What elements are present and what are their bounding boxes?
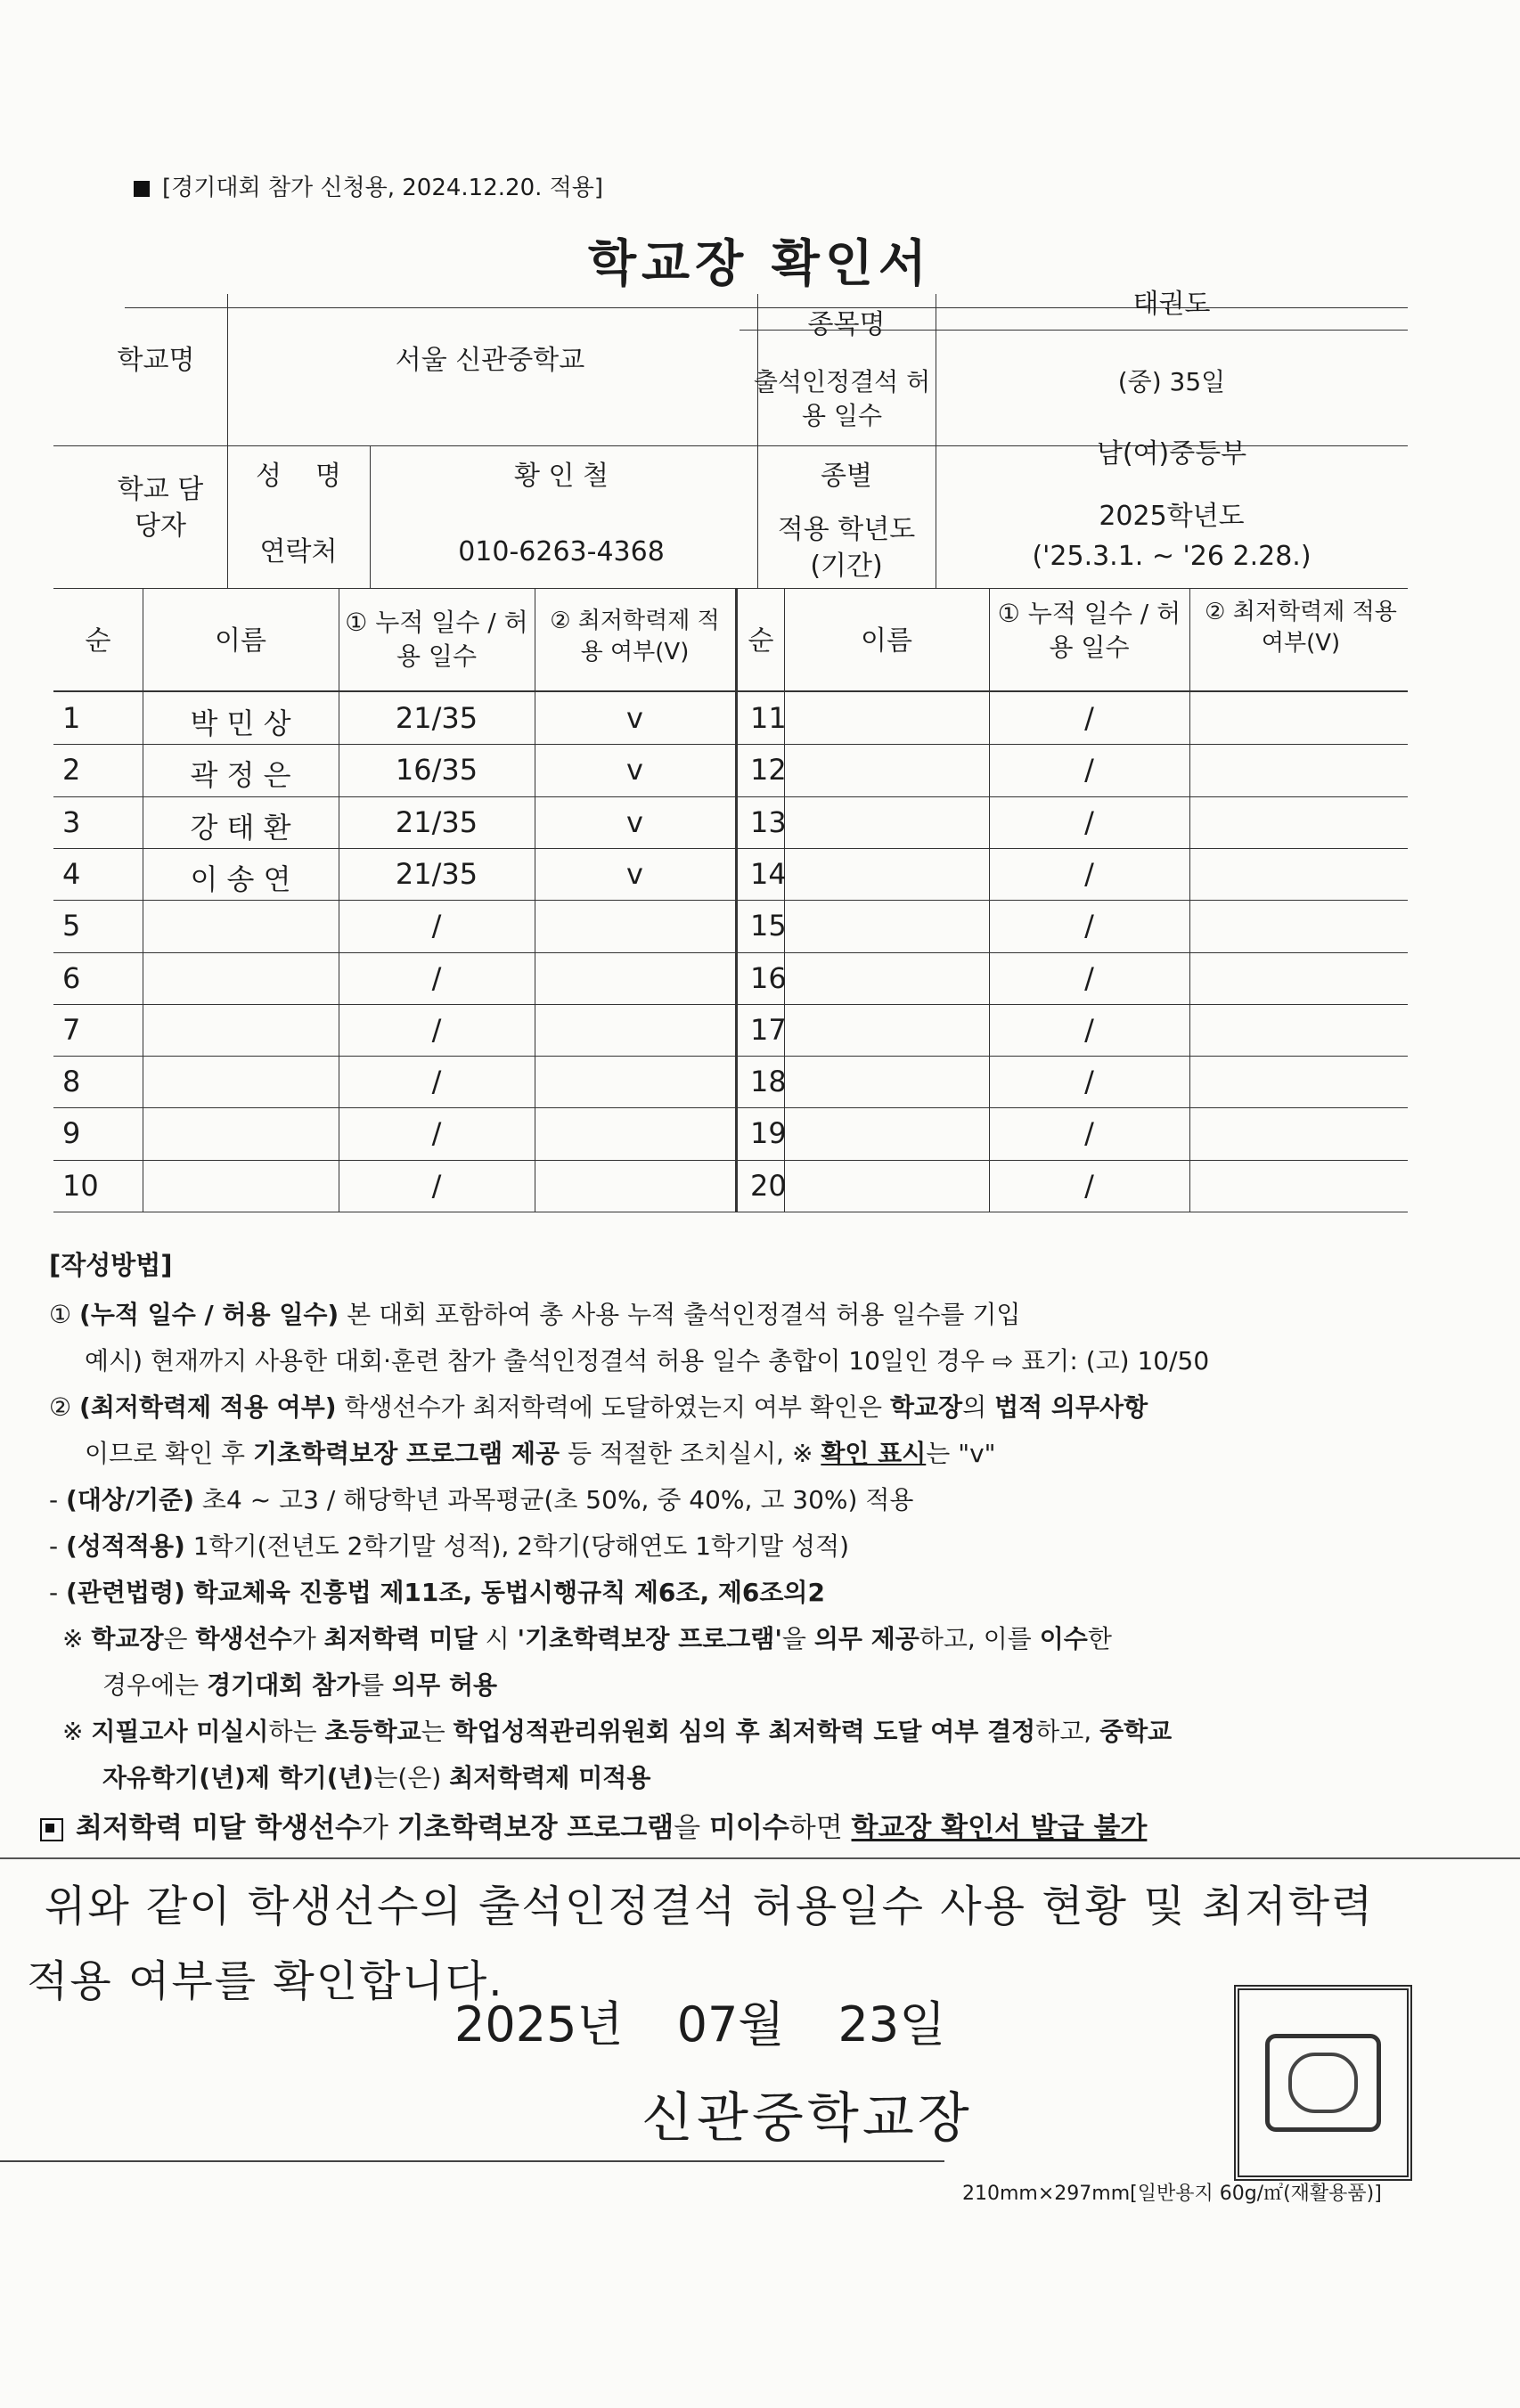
left-row-name: 강 태 환 — [190, 811, 291, 845]
left-row-days: / — [431, 1065, 442, 1098]
right-row-no: 12 — [750, 753, 787, 787]
checkbox-bullet-icon — [40, 1818, 63, 1841]
name-value: 황 인 철 — [513, 461, 609, 492]
category-value: 남(여)중등부 — [1096, 438, 1247, 469]
category-label: 종별 — [821, 461, 872, 492]
contact-group-label: 학교 담당자 — [117, 474, 204, 542]
right-row-days: / — [1084, 753, 1094, 787]
left-row-days: 21/35 — [395, 857, 478, 891]
instruction-target: - (대상/기준) 초4 ~ 고3 / 해당학년 과목평균(초 50%, 중 40%, 고 30%) 적용 — [49, 1485, 914, 1514]
footer-line — [0, 2160, 944, 2162]
right-row-no: 20 — [750, 1169, 787, 1203]
instruction-note-2-cont: 자유학기(년)제 학기(년)는(은) 최저학력제 미적용 — [102, 1763, 651, 1792]
left-row-no: 3 — [62, 805, 81, 839]
phone-label: 연락처 — [259, 536, 338, 567]
left-row-min: v — [626, 753, 643, 787]
left-row-days: / — [431, 1013, 442, 1047]
allowed-days-value: (중) 35일 — [1117, 367, 1226, 396]
instruction-1-example: 예시) 현재까지 사용한 대회·훈련 참가 출석인정결석 허용 일수 총합이 10일인 경우 ⇨ 표기: (고) 10/50 — [85, 1346, 1210, 1375]
sport-value: 태권도 — [1132, 289, 1211, 320]
instruction-note-2: ※ 지필고사 미실시하는 초등학교는 학업성적관리위원회 심의 후 최저학력 도달 여부 결정하고, 중학교 — [62, 1717, 1173, 1746]
right-row-no: 17 — [750, 1013, 787, 1047]
period-value: ('25.3.1. ~ '26 2.28.) — [1032, 541, 1312, 572]
header-min-right: ② 최저학력제 적용 여부(V) — [1205, 599, 1397, 657]
divider — [0, 1857, 1520, 1859]
allowed-days-label: 출석인정결석 허용 일수 — [753, 367, 931, 430]
instruction-note-1: ※ 학교장은 학생선수가 최저학력 미달 시 '기초학력보장 프로그램'을 의무 제공하고, 이를 이수한 — [62, 1624, 1112, 1653]
school-label: 학교명 — [117, 345, 195, 376]
confirmation-line-2: 적용 여부를 확인합니다. — [27, 1956, 504, 2006]
right-row-days: / — [1084, 805, 1094, 839]
right-row-days: / — [1084, 909, 1094, 943]
instructions-heading: [작성방법] — [49, 1250, 173, 1280]
left-row-no: 6 — [62, 961, 81, 995]
right-row-no: 19 — [750, 1116, 787, 1150]
instruction-note-1-cont: 경우에는 경기대회 참가를 의무 허용 — [102, 1670, 498, 1700]
issue-date — [454, 1987, 999, 2055]
left-row-days: 16/35 — [395, 753, 478, 787]
header-min-left: ② 최저학력제 적용 여부(V) — [550, 608, 720, 666]
right-row-days: / — [1084, 1169, 1094, 1203]
left-row-no: 1 — [62, 701, 81, 735]
left-row-no: 4 — [62, 857, 81, 891]
right-row-no: 14 — [750, 857, 787, 891]
date-year: 2025년 — [454, 1996, 624, 2053]
left-row-no: 8 — [62, 1065, 81, 1098]
left-row-no: 9 — [62, 1116, 81, 1150]
left-row-no: 7 — [62, 1013, 81, 1047]
right-row-days: / — [1084, 1065, 1094, 1098]
header-days-left: ① 누적 일수 / 허용 일수 — [345, 608, 528, 671]
right-row-no: 13 — [750, 805, 787, 839]
left-row-days: / — [431, 909, 442, 943]
date-month: 07월 — [676, 1996, 785, 2053]
confirmation-line-1: 위와 같이 학생선수의 출석인정결석 허용일수 사용 현황 및 최저학력 — [45, 1882, 1375, 1931]
name-label: 성 명 — [255, 461, 342, 492]
instruction-grades: - (성적적용) 1학기(전년도 2학기말 성적), 2학기(당해연도 1학기말 성적) — [49, 1531, 850, 1561]
right-row-days: / — [1084, 1013, 1094, 1047]
header-no-right: 순 — [748, 625, 774, 657]
left-row-name: 이 송 연 — [190, 862, 291, 896]
right-row-days: / — [1084, 961, 1094, 995]
phone-value: 010-6263-4368 — [458, 536, 665, 567]
left-row-days: / — [431, 1169, 442, 1203]
instruction-2: ② (최저학력제 적용 여부) 학생선수가 최저학력에 도달하였는지 여부 확인은 학교장의 법적 의무사항 — [49, 1392, 1148, 1422]
year-value: 2025학년도 — [1099, 501, 1245, 532]
left-row-min: v — [626, 805, 643, 839]
sport-label: 종목명 — [807, 309, 886, 340]
right-row-days: / — [1084, 857, 1094, 891]
right-row-days: / — [1084, 701, 1094, 735]
left-row-days: 21/35 — [395, 701, 478, 735]
right-row-days: / — [1084, 1116, 1094, 1150]
left-row-name: 박 민 상 — [190, 706, 291, 740]
year-label: 적용 학년도 (기간) — [777, 514, 916, 582]
header-name-right: 이름 — [861, 625, 912, 657]
right-row-no: 11 — [750, 701, 787, 735]
instruction-law: - (관련법령) 학교체육 진흥법 제11조, 동법시행규칙 제6조, 제6조의2 — [49, 1578, 825, 1607]
school-value: 서울 신관중학교 — [395, 345, 585, 376]
instruction-2-cont: 이므로 확인 후 기초학력보장 프로그램 제공 등 적절한 조치실시, ※ 확인 표시는 "v" — [85, 1439, 996, 1468]
date-day: 23일 — [838, 1996, 946, 2053]
left-row-min: v — [626, 701, 643, 735]
left-row-min: v — [626, 857, 643, 891]
header-name-left: 이름 — [215, 625, 266, 657]
paper-spec: 210mm×297mm[일반용지 60g/㎡(재활용품)] — [962, 2183, 1382, 2205]
left-row-days: 21/35 — [395, 805, 478, 839]
left-row-no: 10 — [62, 1169, 99, 1203]
left-row-name: 곽 정 은 — [190, 758, 291, 792]
right-row-no: 15 — [750, 909, 787, 943]
header-no-left: 순 — [85, 625, 111, 657]
right-row-no: 16 — [750, 961, 787, 995]
left-row-days: / — [431, 961, 442, 995]
square-bullet-icon — [134, 181, 150, 197]
document-note: [경기대회 참가 신청용, 2024.12.20. 적용] — [134, 169, 603, 202]
official-seal-icon — [1234, 1985, 1412, 2181]
left-row-days: / — [431, 1116, 442, 1150]
instruction-warning: 최저학력 미달 학생선수가 기초학력보장 프로그램을 미이수하면 학교장 확인서 발급 불가 — [40, 1803, 1466, 1853]
instruction-1: ① (누적 일수 / 허용 일수) 본 대회 포함하여 총 사용 누적 출석인정결석 허용 일수를 기입 — [49, 1300, 1021, 1329]
left-row-no: 2 — [62, 753, 81, 787]
signature: 신관중학교장 — [642, 2087, 973, 2150]
header-days-right: ① 누적 일수 / 허용 일수 — [997, 599, 1181, 662]
right-row-no: 18 — [750, 1065, 787, 1098]
left-row-no: 5 — [62, 909, 81, 943]
document-title: 학교장 확인서 — [587, 235, 933, 293]
